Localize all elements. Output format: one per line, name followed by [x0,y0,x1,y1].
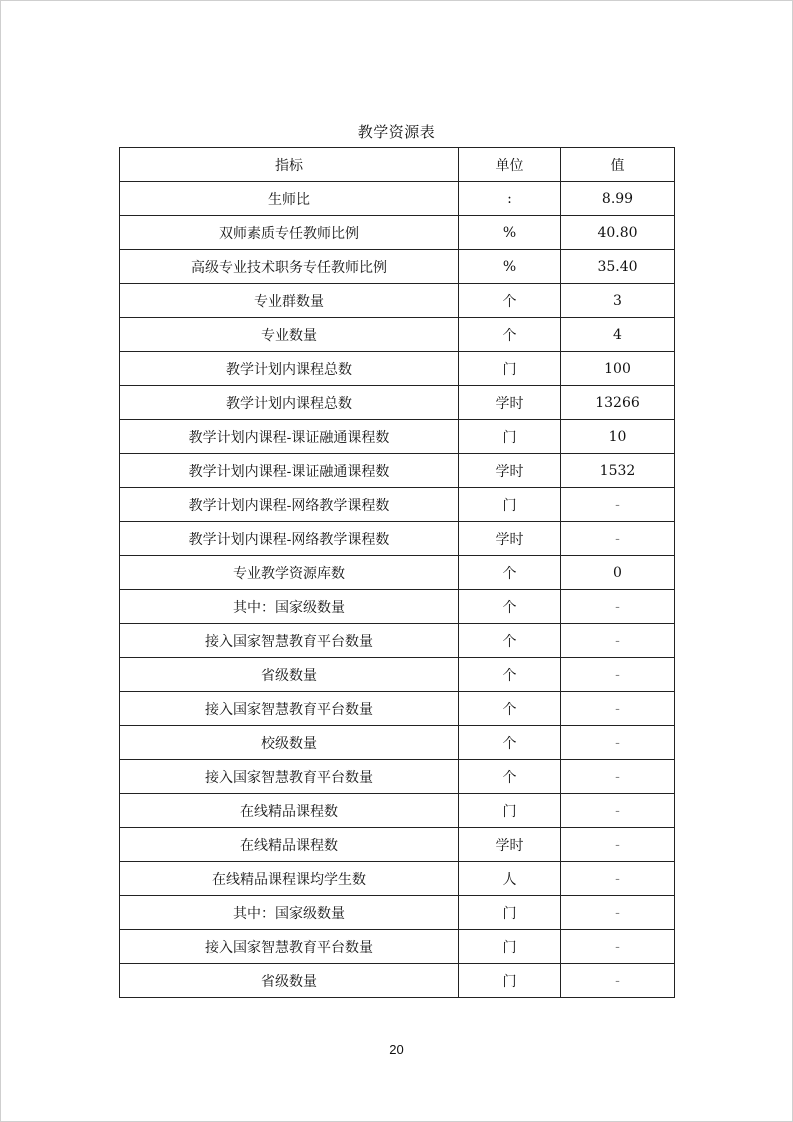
table-row [120,964,675,998]
indicator-cell: 校级数量 [120,726,459,760]
unit-cell: 学时 [459,386,561,420]
table-row [120,828,675,862]
header-unit: 单位 [459,148,561,182]
table-row [120,692,675,726]
unit-cell: 个 [459,658,561,692]
table-row [120,420,675,454]
indicator-cell: 教学计划内课程-课证融通课程数 [120,420,459,454]
teaching-resources-table [119,147,675,998]
unit-cell: 个 [459,760,561,794]
unit-cell: 个 [459,726,561,760]
value-cell: - [561,488,675,522]
value-cell: 1532 [561,454,675,488]
unit-cell: 学时 [459,522,561,556]
unit-cell: 人 [459,862,561,896]
value-cell: 8.99 [561,182,675,216]
value-cell: 100 [561,352,675,386]
value-cell: - [561,624,675,658]
table-title: 教学资源表 [357,123,436,141]
indicator-cell: 高级专业技术职务专任教师比例 [120,250,459,284]
indicator-cell: 在线精品课程数 [120,828,459,862]
unit-cell: 个 [459,692,561,726]
value-cell: 10 [561,420,675,454]
indicator-cell: 接入国家智慧教育平台数量 [120,624,459,658]
indicator-cell: 在线精品课程课均学生数 [120,862,459,896]
value-cell: - [561,692,675,726]
table-row [120,930,675,964]
unit-cell: 门 [459,794,561,828]
indicator-cell: 教学计划内课程-网络教学课程数 [120,522,459,556]
unit-cell: % [459,250,561,284]
unit-cell: 门 [459,930,561,964]
table-row [120,182,675,216]
table-row [120,760,675,794]
table-row [120,590,675,624]
indicator-cell: 专业教学资源库数 [120,556,459,590]
indicator-cell: 教学计划内课程-课证融通课程数 [120,454,459,488]
unit-cell: 门 [459,352,561,386]
value-cell: - [561,930,675,964]
unit-cell: 门 [459,896,561,930]
indicator-cell: 专业群数量 [120,284,459,318]
indicator-cell: 生师比 [120,182,459,216]
value-cell: - [561,794,675,828]
table-row [120,284,675,318]
value-cell: 0 [561,556,675,590]
unit-cell: 学时 [459,828,561,862]
table-row [120,624,675,658]
table-body [120,182,675,998]
unit-cell: 门 [459,488,561,522]
table-row [120,794,675,828]
table-row [120,726,675,760]
value-cell: 40.80 [561,216,675,250]
unit-cell: : [459,182,561,216]
value-cell: - [561,590,675,624]
table-row [120,318,675,352]
unit-cell: % [459,216,561,250]
unit-cell: 个 [459,624,561,658]
indicator-cell: 在线精品课程数 [120,794,459,828]
table-row [120,488,675,522]
table-row [120,896,675,930]
indicator-cell: 教学计划内课程总数 [120,386,459,420]
header-value: 值 [561,148,675,182]
table-row [120,250,675,284]
header-indicator: 指标 [120,148,459,182]
unit-cell: 个 [459,284,561,318]
unit-cell: 学时 [459,454,561,488]
table-row [120,556,675,590]
page-number: 20 [389,1042,404,1057]
indicator-cell: 其中：国家级数量 [120,590,459,624]
indicator-cell: 接入国家智慧教育平台数量 [120,760,459,794]
unit-cell: 个 [459,590,561,624]
value-cell: - [561,896,675,930]
indicator-cell: 省级数量 [120,964,459,998]
value-cell: 13266 [561,386,675,420]
indicator-cell: 接入国家智慧教育平台数量 [120,930,459,964]
unit-cell: 门 [459,964,561,998]
value-cell: - [561,964,675,998]
unit-cell: 个 [459,318,561,352]
value-cell: - [561,828,675,862]
value-cell: - [561,862,675,896]
value-cell: - [561,658,675,692]
indicator-cell: 接入国家智慧教育平台数量 [120,692,459,726]
value-cell: - [561,760,675,794]
value-cell: 4 [561,318,675,352]
table-row [120,352,675,386]
indicator-cell: 专业数量 [120,318,459,352]
indicator-cell: 双师素质专任教师比例 [120,216,459,250]
value-cell: - [561,726,675,760]
table-row [120,522,675,556]
table-row [120,862,675,896]
indicator-cell: 其中：国家级数量 [120,896,459,930]
table-row [120,216,675,250]
value-cell: - [561,522,675,556]
value-cell: 35.40 [561,250,675,284]
value-cell: 3 [561,284,675,318]
table-row [120,658,675,692]
indicator-cell: 教学计划内课程总数 [120,352,459,386]
indicator-cell: 省级数量 [120,658,459,692]
unit-cell: 个 [459,556,561,590]
table-header-row [120,148,675,182]
unit-cell: 门 [459,420,561,454]
table-row [120,386,675,420]
indicator-cell: 教学计划内课程-网络教学课程数 [120,488,459,522]
table-row [120,454,675,488]
